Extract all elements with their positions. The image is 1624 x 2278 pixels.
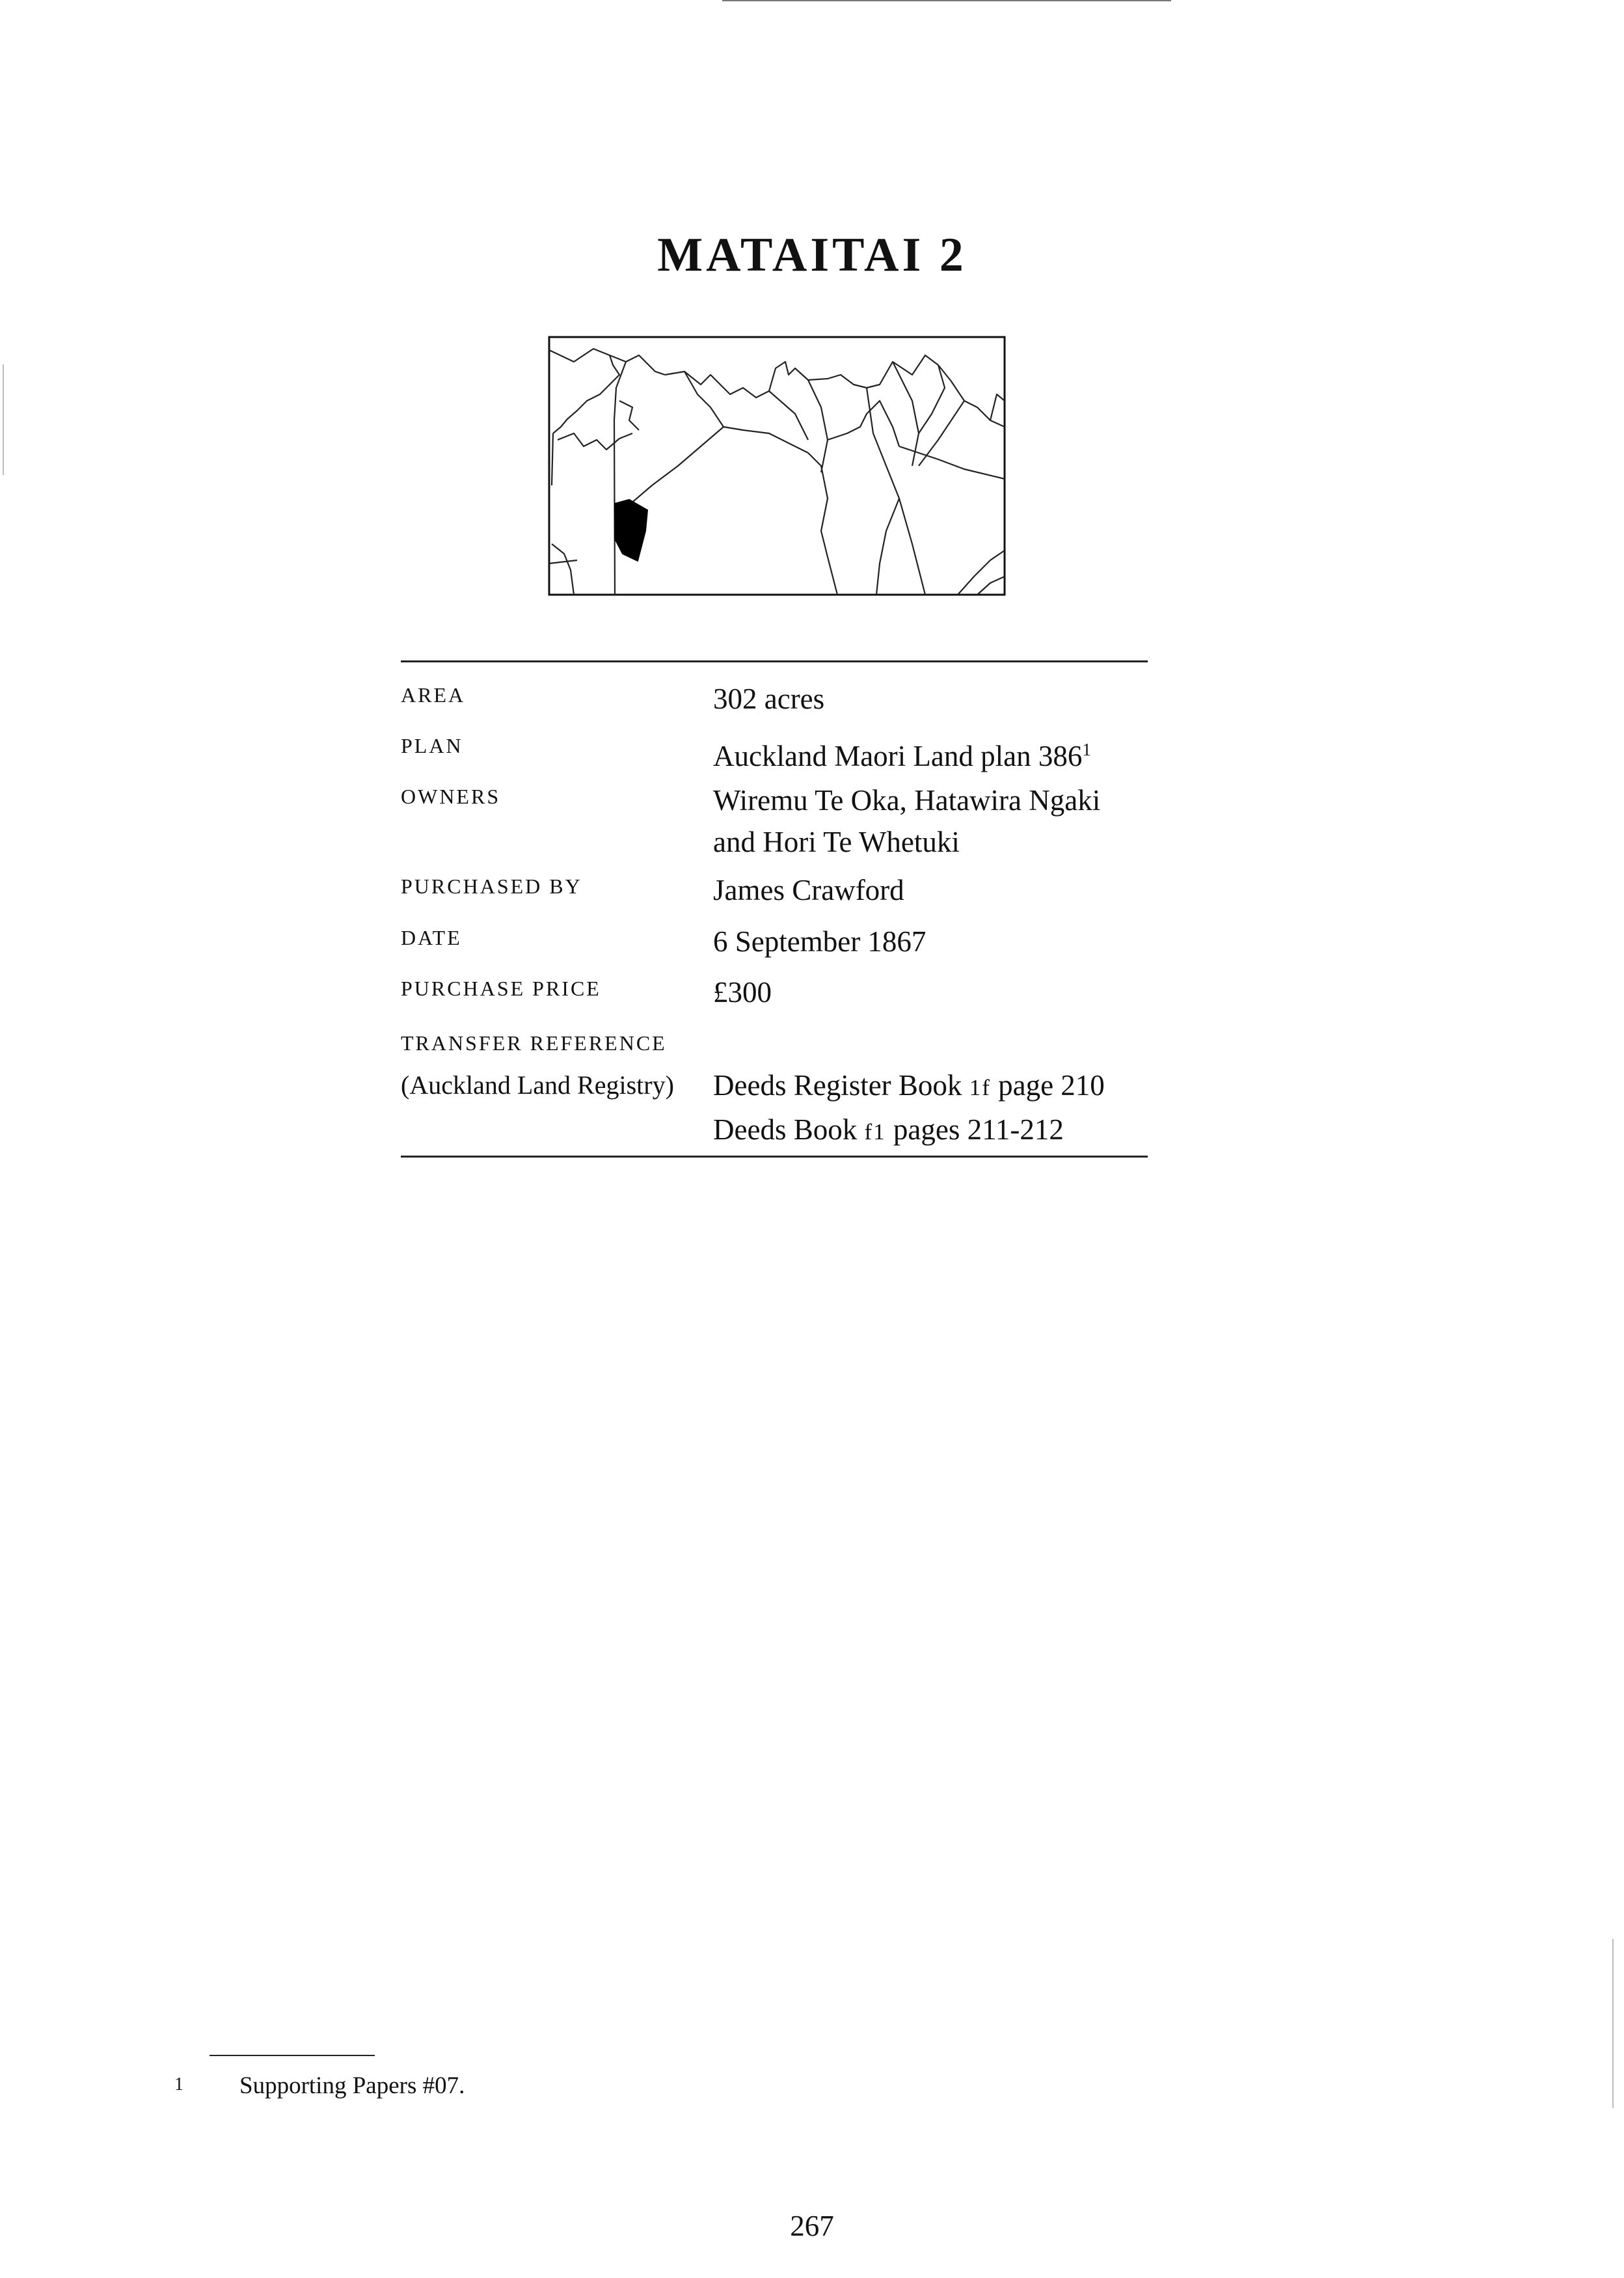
price-label: PURCHASE PRICE — [401, 977, 601, 1000]
transfer-line-2-pages: pages 211-212 — [886, 1113, 1064, 1146]
purchased-by-label: PURCHASED BY — [401, 875, 582, 898]
boundary — [919, 365, 945, 433]
boundary — [899, 446, 1005, 479]
transfer-line-1-book: 1f — [969, 1075, 991, 1100]
table-top-rule — [401, 660, 1148, 662]
inlet — [558, 433, 632, 450]
coastline — [549, 349, 619, 433]
owners-value — [713, 780, 1100, 863]
map-frame — [549, 337, 1005, 595]
boundary — [867, 388, 899, 595]
transfer-line-2-book: f1 — [864, 1119, 886, 1145]
boundary — [769, 391, 808, 440]
transfer-label: TRANSFER REFERENCE — [401, 1031, 667, 1055]
boundary — [808, 380, 828, 472]
inlet — [619, 401, 639, 430]
boundary — [549, 560, 577, 563]
owners-line-2: and Hori Te Whetuki — [713, 826, 960, 858]
boundary — [990, 394, 1005, 420]
plan-label: PLAN — [401, 734, 463, 757]
area-value: 302 acres — [713, 683, 825, 715]
plan-value — [713, 729, 1091, 777]
scan-edge-rule — [722, 0, 1171, 1]
transfer-sublabel: (Auckland Land Registry) — [401, 1070, 674, 1100]
boundary — [743, 430, 837, 595]
owners-label: OWNERS — [401, 785, 501, 808]
transfer-line-1-page: page 210 — [990, 1069, 1105, 1102]
footnote-rule — [210, 2055, 375, 2056]
boundary — [893, 362, 919, 466]
scan-artifact — [1612, 1939, 1614, 2108]
purchased-by-value: James Crawford — [713, 874, 904, 906]
plan-text: Auckland Maori Land plan 386 — [713, 740, 1083, 772]
boundary — [552, 433, 553, 485]
price-value: £300 — [713, 976, 772, 1009]
footnote-ref: 1 — [1082, 740, 1091, 759]
area-label: AREA — [401, 683, 466, 707]
footnote-number: 1 — [174, 2074, 183, 2095]
page-number: 267 — [790, 2210, 834, 2242]
boundary — [919, 401, 964, 466]
date-label: DATE — [401, 926, 462, 949]
transfer-line-2 — [713, 1109, 1105, 1153]
boundary — [552, 544, 574, 595]
boundary — [629, 427, 724, 505]
owners-line-1: Wiremu Te Oka, Hatawira Ngaki — [713, 784, 1101, 817]
boundary — [977, 576, 1005, 595]
locator-map — [548, 336, 1006, 596]
transfer-line-1-text: Deeds Register Book — [713, 1069, 969, 1102]
date-value: 6 September 1867 — [713, 925, 927, 958]
scan-artifact — [3, 364, 4, 475]
transfer-line-2-text: Deeds Book — [713, 1113, 865, 1146]
mataitai-2-block — [615, 500, 647, 561]
table-bottom-rule — [401, 1156, 1148, 1158]
boundary — [614, 362, 626, 595]
footnote-text: Supporting Papers #07. — [239, 2072, 465, 2099]
page-title: MATAITAI 2 — [657, 228, 967, 282]
transfer-line-1 — [713, 1064, 1105, 1109]
boundary — [899, 498, 925, 595]
boundary — [828, 401, 899, 446]
boundary — [684, 372, 743, 430]
boundary — [958, 550, 1005, 595]
transfer-value — [713, 1064, 1105, 1153]
